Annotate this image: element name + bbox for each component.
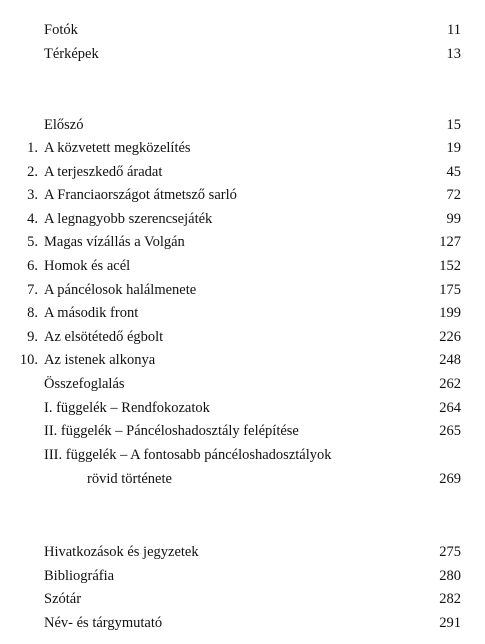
toc-entry-title: Az elsötétedő égbolt [44,329,164,345]
toc-entry-page: 127 [439,234,461,250]
toc-entry [0,44,485,64]
toc-entry-number: 8. [27,305,38,321]
toc-entry-page: 248 [439,352,461,368]
toc-entry-title: A legnagyobb szerencsejáték [44,211,213,227]
toc-entry-title: Térképek [44,46,99,62]
toc-entry-title: Név- és tárgymutató [44,615,163,631]
toc-entry [0,115,485,135]
toc-entry-title: A második front [44,305,139,321]
toc-entry [0,566,485,586]
toc-entry [0,209,485,229]
toc-entry-number: 9. [27,329,38,345]
toc-entry [0,280,485,300]
toc-entry-continuation [0,469,485,489]
toc-entry-number: 2. [27,164,38,180]
toc-entry [0,445,485,465]
toc-entry-page: 226 [439,329,461,345]
toc-entry-title: A terjeszkedő áradat [44,164,163,180]
toc-entry-page: 175 [439,282,461,298]
toc-entry-page: 99 [446,211,461,227]
toc-entry-title: III. függelék – A fontosabb páncéloshadosztályok [44,447,332,463]
toc-entry-page: 265 [439,423,461,439]
toc-entry-title: Szótár [44,591,82,607]
toc-entry-number: 3. [27,187,38,203]
toc-entry [0,350,485,370]
toc-entry-page: 19 [446,140,461,156]
toc-entry-number: 4. [27,211,38,227]
toc-entry-title: Előszó [44,117,84,133]
toc-entry [0,303,485,323]
toc-entry [0,232,485,252]
toc-entry-page: 45 [446,164,461,180]
toc-entry-page: 291 [439,615,461,631]
toc-entry [0,374,485,394]
toc-entry-title: Magas vízállás a Volgán [44,234,185,250]
toc-entry [0,20,485,40]
toc-entry-title: Hivatkozások és jegyzetek [44,544,199,560]
toc-entry-title: Fotók [44,22,78,38]
toc-entry-page: 13 [446,46,461,62]
toc-entry-title: Homok és acél [44,258,131,274]
toc-entry-number: 6. [27,258,38,274]
toc-entry-title: A páncélosok halálmenete [44,282,197,298]
toc-entry [0,398,485,418]
toc-entry-title: A közvetett megközelítés [44,140,191,156]
toc-entry-page: 280 [439,568,461,584]
toc-entry-page: 275 [439,544,461,560]
toc-entry-number: 5. [27,234,38,250]
toc-entry [0,327,485,347]
toc-entry-page: 11 [447,22,461,38]
toc-entry-title: II. függelék – Páncéloshadosztály felépítése [44,423,299,439]
toc-entry-number: 1. [27,140,38,156]
toc-entry [0,421,485,441]
toc-entry [0,589,485,609]
toc-entry-title: rövid története [87,471,172,487]
toc-entry-number: 10. [19,352,38,368]
toc-entry-title: Összefoglalás [44,376,125,392]
toc-entry-page: 262 [439,376,461,392]
toc-entry [0,542,485,562]
toc-entry-page: 15 [446,117,461,133]
toc-entry-page: 199 [439,305,461,321]
toc-entry-page: 282 [439,591,461,607]
toc-entry [0,138,485,158]
toc-entry [0,185,485,205]
toc-entry-number: 7. [27,282,38,298]
toc-entry-page: 264 [439,400,461,416]
toc-entry-title: Az istenek alkonya [44,352,156,368]
toc-entry [0,256,485,276]
toc-entry-title: I. függelék – Rendfokozatok [44,400,210,416]
toc-entry-page: 152 [439,258,461,274]
toc-entry [0,613,485,633]
toc-entry-title: Bibliográfia [44,568,115,584]
toc-entry-page: 72 [446,187,461,203]
toc-entry-page: 269 [439,471,461,487]
toc-entry [0,162,485,182]
toc-entry-title: A Franciaországot átmetsző sarló [44,187,237,203]
